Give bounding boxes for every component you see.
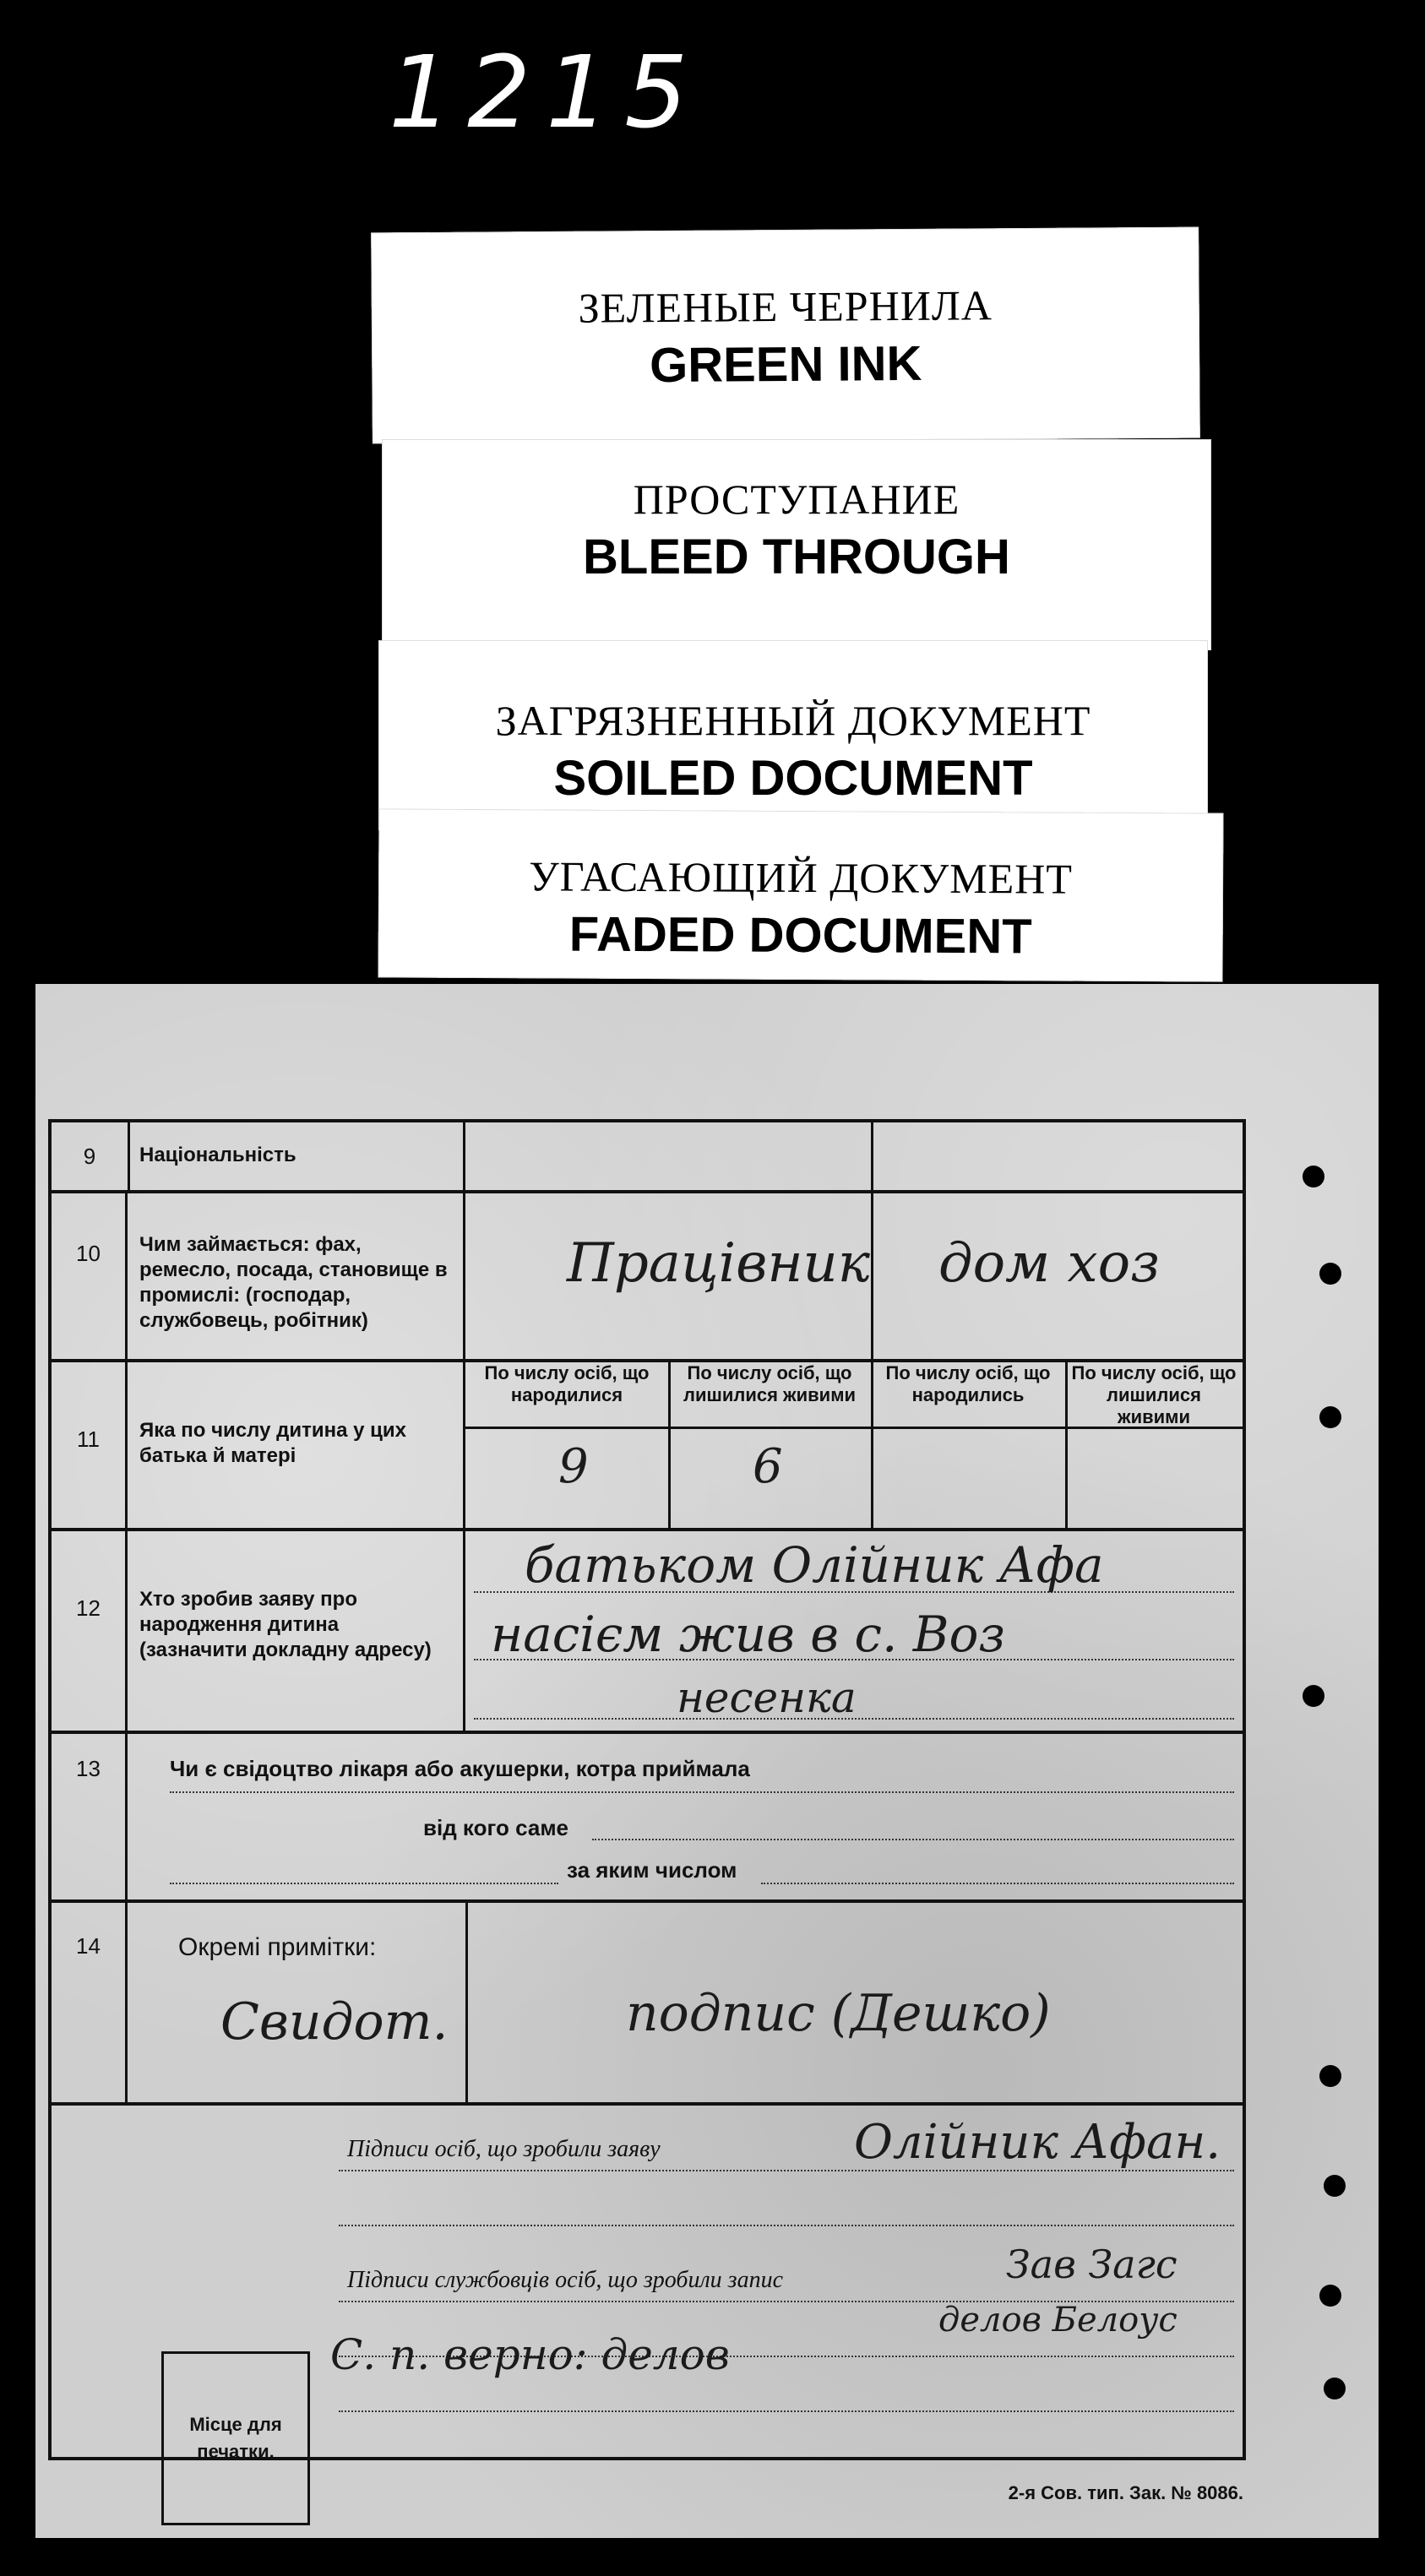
signature-label-declarants: Підписи осіб, що зробили заяву	[347, 2136, 661, 2162]
handwritten-declarant-line2: насієм жив в с. Воз	[491, 1606, 1006, 1663]
form-row-10	[52, 1190, 1243, 1362]
handwritten-living-count: 6	[753, 1439, 783, 1494]
row-number: 12	[52, 1528, 128, 1731]
punch-hole	[1324, 2378, 1346, 2399]
col-head-living-mother: По числу осіб, що лишилися живими	[1071, 1362, 1237, 1427]
row-label: Чим займається: фах, ремесло, посада, становище в промислі: (господар, службовець, робітник)	[128, 1190, 465, 1359]
signature-label-officials: Підписи службовців осіб, що зробили запис	[347, 2267, 784, 2293]
stamp-placeholder: Місце для печатки.	[161, 2351, 310, 2525]
punch-hole	[1319, 2285, 1341, 2307]
label-card-green-ink	[371, 227, 1200, 444]
punch-hole	[1319, 2065, 1341, 2087]
handwritten-official-title: Зав Загс	[1006, 2242, 1178, 2287]
punch-hole	[1319, 1406, 1341, 1428]
handwritten-declarant-signature: Олійник Афан.	[854, 2115, 1221, 2170]
label-card-soiled-document	[378, 640, 1208, 830]
col-head-living-father: По числу осіб, що лишилися живими	[683, 1362, 856, 1405]
punch-hole	[1303, 1685, 1324, 1707]
row-number: 9	[52, 1122, 130, 1190]
label-ru: ПРОСТУПАНИЕ	[633, 476, 960, 523]
label-card-bleed-through	[382, 439, 1211, 650]
label-card-faded-document	[378, 808, 1223, 981]
row-text-date: за яким числом	[567, 1857, 737, 1883]
label-ru: ЗЕЛЕНЫЕ ЧЕРНИЛА	[578, 281, 993, 332]
label-ru: ЗАГРЯЗНЕННЫЙ ДОКУМЕНТ	[495, 697, 1091, 744]
handwritten-official-signature: делов Белоус	[938, 2301, 1178, 2340]
row-number: 13	[52, 1731, 128, 1899]
row-number: 14	[52, 1899, 128, 2102]
handwritten-certified-true: С. п. верно: делов	[330, 2330, 730, 2379]
form-table	[48, 1119, 1246, 2460]
col-head-born-father: По числу осіб, що народилися	[484, 1362, 650, 1405]
handwritten-declarant-line3: несенка	[677, 1673, 857, 1722]
row-label: Національність	[128, 1122, 465, 1190]
handwritten-occupation-mother: дом хоз	[938, 1232, 1161, 1295]
label-en: BLEED THROUGH	[583, 530, 1010, 584]
handwritten-declarant-line1: батьком Олійник Афа	[525, 1536, 1104, 1594]
form-row-14	[52, 1899, 1243, 2106]
row-label: Яка по числу дитина у цих батька й матері	[128, 1359, 465, 1528]
punch-hole	[1319, 1263, 1341, 1285]
handwritten-note-signature: подпис (Дешко)	[626, 1984, 1051, 2043]
row-label: Окремі примітки:	[178, 1933, 377, 1961]
row-number: 10	[52, 1190, 128, 1359]
form-row-9	[52, 1122, 1243, 1193]
punch-hole	[1303, 1166, 1324, 1187]
form-row-13	[52, 1731, 1243, 1903]
label-en: SOILED DOCUMENT	[553, 751, 1033, 806]
frame-number: 1215	[389, 34, 704, 150]
label-en: FADED DOCUMENT	[568, 906, 1032, 965]
row-text-certificate: Чи є свідоцтво лікаря або акушерки, котра приймала	[170, 1756, 750, 1781]
row-label: Хто зробив заяву про народження дитина (зазначити докладну адресу)	[128, 1528, 465, 1731]
document-page	[35, 984, 1379, 2538]
label-en: GREEN INK	[649, 335, 922, 394]
row-number: 11	[52, 1359, 128, 1528]
form-row-11	[52, 1359, 1243, 1531]
printer-note: 2-я Сов. тип. Зак. № 8086.	[1008, 2482, 1243, 2503]
form-row-12	[52, 1528, 1243, 1734]
punch-hole	[1324, 2175, 1346, 2197]
handwritten-born-count: 9	[558, 1439, 589, 1494]
col-head-born-mother: По числу осіб, що народились	[885, 1362, 1051, 1405]
handwritten-note-certificate: Свидот.	[220, 1992, 449, 2052]
label-ru: УГАСАЮЩИЙ ДОКУМЕНТ	[529, 852, 1074, 903]
handwritten-occupation-father: Працівник	[567, 1232, 870, 1295]
row-text-from-whom: від кого саме	[423, 1815, 569, 1840]
